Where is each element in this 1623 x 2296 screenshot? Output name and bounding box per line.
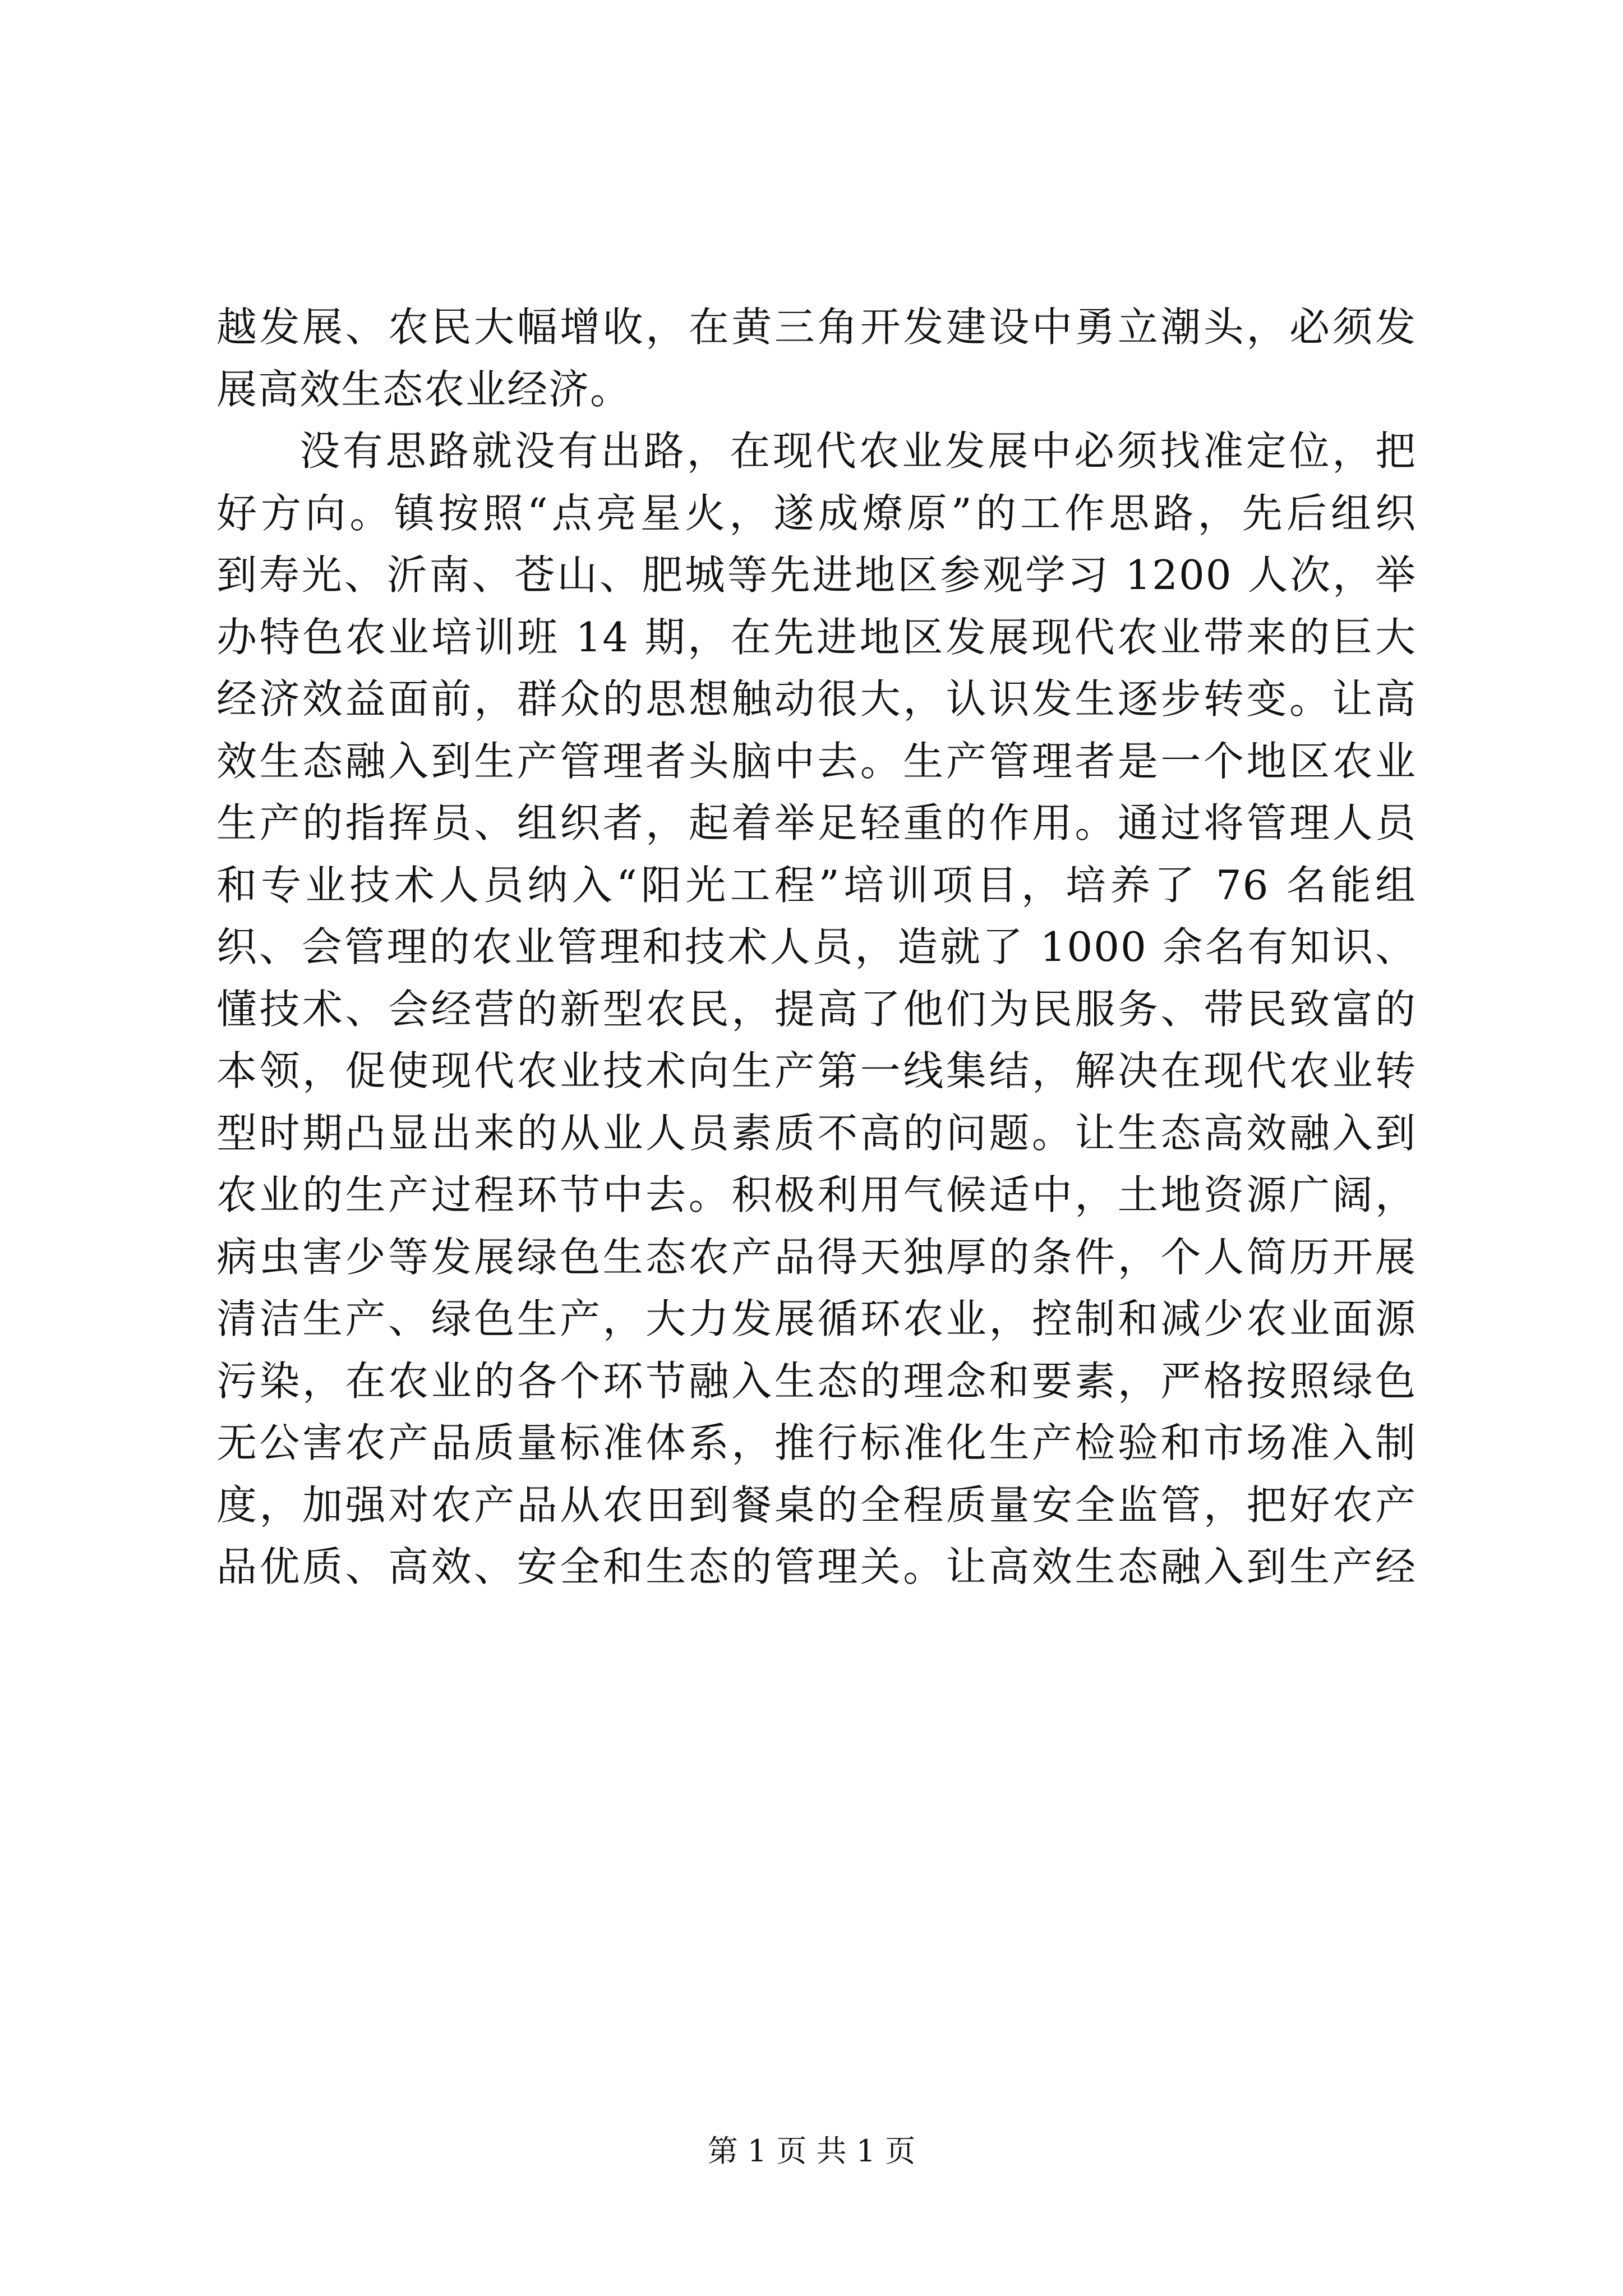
text-line: 清洁生产、绿色生产，大力发展循环农业，控制和减少农业面源 xyxy=(216,1295,1417,1342)
text-line: 到寿光、沂南、苍山、肥城等先进地区参观学习 1200 人次，举 xyxy=(216,551,1417,599)
text-line: 效生态融入到生产管理者头脑中去。生产管理者是一个地区农业 xyxy=(216,737,1417,785)
text-line: 无公害农产品质量标准体系，推行标准化生产检验和市场准入制 xyxy=(216,1419,1417,1466)
text-line: 办特色农业培训班 14 期，在先进地区发展现代农业带来的巨大 xyxy=(216,613,1417,661)
text-line: 农业的生产过程环节中去。积极利用气候适中，土地资源广阔， xyxy=(216,1171,1417,1218)
text-line: 本领，促使现代农业技术向生产第一线集结，解决在现代农业转 xyxy=(216,1047,1417,1094)
text-line: 病虫害少等发展绿色生态农产品得天独厚的条件，个人简历开展 xyxy=(216,1233,1417,1281)
text-line: 污染，在农业的各个环节融入生态的理念和要素，严格按照绿色 xyxy=(216,1357,1417,1405)
body-text xyxy=(216,296,1417,1598)
text-line: 经济效益面前，群众的思想触动很大，认识发生逐步转变。让高 xyxy=(216,675,1417,723)
text-line: 品优质、高效、安全和生态的管理关。让高效生态融入到生产经 xyxy=(216,1543,1417,1590)
text-line: 懂技术、会经营的新型农民，提高了他们为民服务、带民致富的 xyxy=(216,985,1417,1033)
text-line: 度，加强对农产品从农田到餐桌的全程质量安全监管，把好农产 xyxy=(216,1481,1417,1529)
text-line: 越发展、农民大幅增收，在黄三角开发建设中勇立潮头，必须发 xyxy=(216,303,1417,351)
text-line: 展高效生态农业经济。 xyxy=(216,365,632,413)
page-number-footer: 第 1 页 共 1 页 xyxy=(707,2133,916,2169)
text-line: 型时期凸显出来的从业人员素质不高的问题。让生态高效融入到 xyxy=(216,1109,1417,1157)
text-line: 织、会管理的农业管理和技术人员，造就了 1000 余名有知识、 xyxy=(216,923,1417,970)
text-line: 好方向。镇按照“点亮星火，遂成燎原”的工作思路，先后组织 xyxy=(216,489,1417,537)
text-line: 生产的指挥员、组织者，起着举足轻重的作用。通过将管理人员 xyxy=(216,799,1417,846)
paragraph-first-line: 没有思路就没有出路，在现代农业发展中必须找准定位，把 xyxy=(299,427,1417,475)
text-line: 和专业技术人员纳入“阳光工程”培训项目，培养了 76 名能组 xyxy=(216,861,1417,909)
